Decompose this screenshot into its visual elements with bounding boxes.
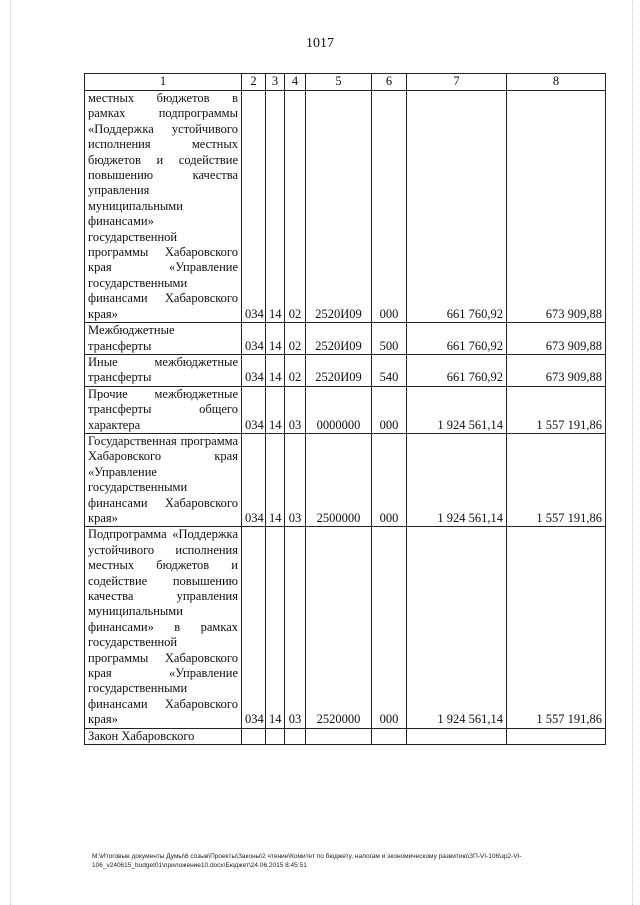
column-header: 5 bbox=[306, 74, 372, 91]
row-name: Закон Хабаровского bbox=[85, 728, 242, 744]
expense-type-code: 000 bbox=[372, 433, 407, 526]
amount-col8 bbox=[507, 728, 606, 744]
section-code: 14 bbox=[266, 323, 285, 355]
target-article-code bbox=[306, 728, 372, 744]
expense-type-code: 000 bbox=[372, 91, 407, 323]
table-row bbox=[85, 91, 606, 323]
table-row bbox=[85, 433, 606, 526]
subsection-code: 02 bbox=[285, 354, 306, 386]
ministry-code: 034 bbox=[242, 91, 266, 323]
amount-col7: 1 924 561,14 bbox=[407, 527, 507, 728]
row-name: Подпрограмма «Поддержка устойчивого исполнения местных бюджетов и содействие повышению качества управления муниципальными финансами» в рамках государственной программы Хабаровского края «Управление государственными финансами Хабаровского края» bbox=[85, 527, 242, 728]
section-code: 14 bbox=[266, 91, 285, 323]
target-article-code: 2500000 bbox=[306, 433, 372, 526]
amount-col8: 673 909,88 bbox=[507, 323, 606, 355]
table-row bbox=[85, 527, 606, 728]
target-article-code: 2520000 bbox=[306, 527, 372, 728]
target-article-code: 2520И09 bbox=[306, 354, 372, 386]
amount-col7: 661 760,92 bbox=[407, 91, 507, 323]
ministry-code: 034 bbox=[242, 323, 266, 355]
table-row bbox=[85, 354, 606, 386]
amount-col7: 661 760,92 bbox=[407, 323, 507, 355]
table-row bbox=[85, 386, 606, 433]
ministry-code: 034 bbox=[242, 386, 266, 433]
section-code: 14 bbox=[266, 386, 285, 433]
subsection-code: 03 bbox=[285, 527, 306, 728]
column-header: 1 bbox=[85, 74, 242, 91]
ministry-code: 034 bbox=[242, 433, 266, 526]
target-article-code: 2520И09 bbox=[306, 91, 372, 323]
ministry-code: 034 bbox=[242, 354, 266, 386]
expense-type-code: 000 bbox=[372, 527, 407, 728]
amount-col8: 1 557 191,86 bbox=[507, 386, 606, 433]
section-code bbox=[266, 728, 285, 744]
target-article-code: 0000000 bbox=[306, 386, 372, 433]
column-header: 2 bbox=[242, 74, 266, 91]
row-name: местных бюджетов в рамках подпрограммы «Поддержка устойчивого исполнения местных бюджетов и содействие повышению качества управления муниципальными финансами» государственной программы Хабаровского края «Управление государственными финансами Хабаровского края» bbox=[85, 91, 242, 323]
table-row bbox=[85, 728, 606, 744]
expense-type-code: 500 bbox=[372, 323, 407, 355]
subsection-code: 02 bbox=[285, 323, 306, 355]
budget-table bbox=[84, 73, 606, 745]
header-row bbox=[85, 74, 606, 91]
column-header: 8 bbox=[507, 74, 606, 91]
expense-type-code: 540 bbox=[372, 354, 407, 386]
amount-col7: 1 924 561,14 bbox=[407, 433, 507, 526]
amount-col7: 661 760,92 bbox=[407, 354, 507, 386]
subsection-code: 02 bbox=[285, 91, 306, 323]
row-name: Государственная программа Хабаровского края «Управление государственными финансами Хабаровского края» bbox=[85, 433, 242, 526]
row-name: Межбюджетные трансферты bbox=[85, 323, 242, 355]
ministry-code bbox=[242, 728, 266, 744]
column-header: 3 bbox=[266, 74, 285, 91]
section-code: 14 bbox=[266, 354, 285, 386]
right-scan-edge bbox=[632, 0, 634, 905]
section-code: 14 bbox=[266, 433, 285, 526]
expense-type-code bbox=[372, 728, 407, 744]
amount-col8: 673 909,88 bbox=[507, 354, 606, 386]
amount-col8: 1 557 191,86 bbox=[507, 433, 606, 526]
column-header: 6 bbox=[372, 74, 407, 91]
ministry-code: 034 bbox=[242, 527, 266, 728]
section-code: 14 bbox=[266, 527, 285, 728]
page-number: 1017 bbox=[306, 36, 334, 51]
amount-col7 bbox=[407, 728, 507, 744]
expense-type-code: 000 bbox=[372, 386, 407, 433]
column-header: 7 bbox=[407, 74, 507, 91]
file-path-footer: M:\Итоговые документы Думы\6 созыв\Проекты\Законы\2 чтение\Комитет по бюджету, налогам и экономическому развитию\ЗП-VI-106\зр2-VI-106_v240615_budget01\приложение10.docx\Бюджет\24.06.2015 8:45:51 bbox=[92, 853, 522, 869]
table-row bbox=[85, 323, 606, 355]
row-name: Прочие межбюджетные трансферты общего характера bbox=[85, 386, 242, 433]
column-header: 4 bbox=[285, 74, 306, 91]
left-scan-edge bbox=[10, 0, 12, 905]
subsection-code: 03 bbox=[285, 386, 306, 433]
row-name: Иные межбюджетные трансферты bbox=[85, 354, 242, 386]
subsection-code: 03 bbox=[285, 433, 306, 526]
amount-col7: 1 924 561,14 bbox=[407, 386, 507, 433]
amount-col8: 673 909,88 bbox=[507, 91, 606, 323]
target-article-code: 2520И09 bbox=[306, 323, 372, 355]
amount-col8: 1 557 191,86 bbox=[507, 527, 606, 728]
subsection-code bbox=[285, 728, 306, 744]
